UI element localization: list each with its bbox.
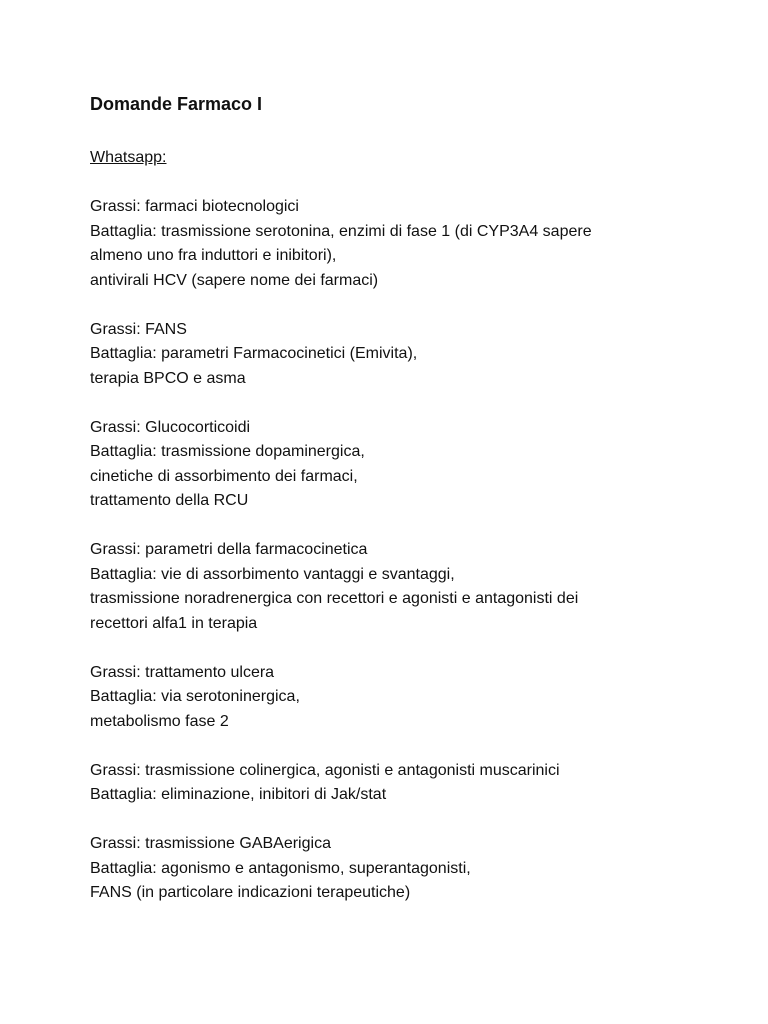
document-title: Domande Farmaco I	[90, 94, 263, 114]
text-line: Battaglia: trasmissione serotonina, enzimi di fase 1 (di CYP3A4 sapere	[90, 222, 592, 240]
text-line: Battaglia: via serotoninergica,	[90, 688, 300, 705]
text-line: FANS (in particolare indicazioni terapeutiche)	[90, 884, 411, 901]
text-line: Grassi: trasmissione colinergica, agonisti e antagonisti muscarinici	[90, 761, 560, 779]
text-line: metabolismo fase 2	[90, 712, 229, 730]
question-block	[90, 759, 690, 808]
text-line: Grassi: Glucocorticoidi	[90, 418, 251, 436]
question-block	[90, 416, 690, 514]
text-line: Battaglia: parametri Farmacocinetici (Emivita),	[90, 345, 418, 362]
document-page	[90, 92, 690, 930]
text-line: Battaglia: eliminazione, inibitori di Jak/stat	[90, 786, 387, 803]
text-line: Grassi: trasmissione GABAerigica	[90, 835, 331, 852]
text-line: trattamento della RCU	[90, 492, 249, 509]
section-heading-whatsapp: Whatsapp:	[90, 149, 167, 166]
question-block	[90, 318, 690, 392]
text-line: recettori alfa1 in terapia	[90, 614, 258, 632]
question-block	[90, 195, 690, 293]
text-line: terapia BPCO e asma	[90, 369, 246, 387]
text-line: trasmissione noradrenergica con recettori e agonisti e antagonisti dei	[90, 590, 579, 607]
text-line: antivirali HCV (sapere nome dei farmaci)	[90, 271, 379, 289]
question-block	[90, 538, 690, 636]
text-line: Grassi: FANS	[90, 320, 187, 338]
text-line: Grassi: trattamento ulcera	[90, 663, 275, 681]
question-block	[90, 832, 690, 906]
text-line: Grassi: farmaci biotecnologici	[90, 198, 299, 215]
text-line: almeno uno fra induttori e inibitori),	[90, 247, 337, 264]
text-line: cinetiche di assorbimento dei farmaci,	[90, 467, 358, 485]
question-block	[90, 661, 690, 735]
text-line: Battaglia: vie di assorbimento vantaggi e svantaggi,	[90, 565, 455, 583]
text-line: Grassi: parametri della farmacocinetica	[90, 541, 368, 558]
text-line: Battaglia: trasmissione dopaminergica,	[90, 443, 365, 460]
text-line: Battaglia: agonismo e antagonismo, superantagonisti,	[90, 859, 471, 877]
